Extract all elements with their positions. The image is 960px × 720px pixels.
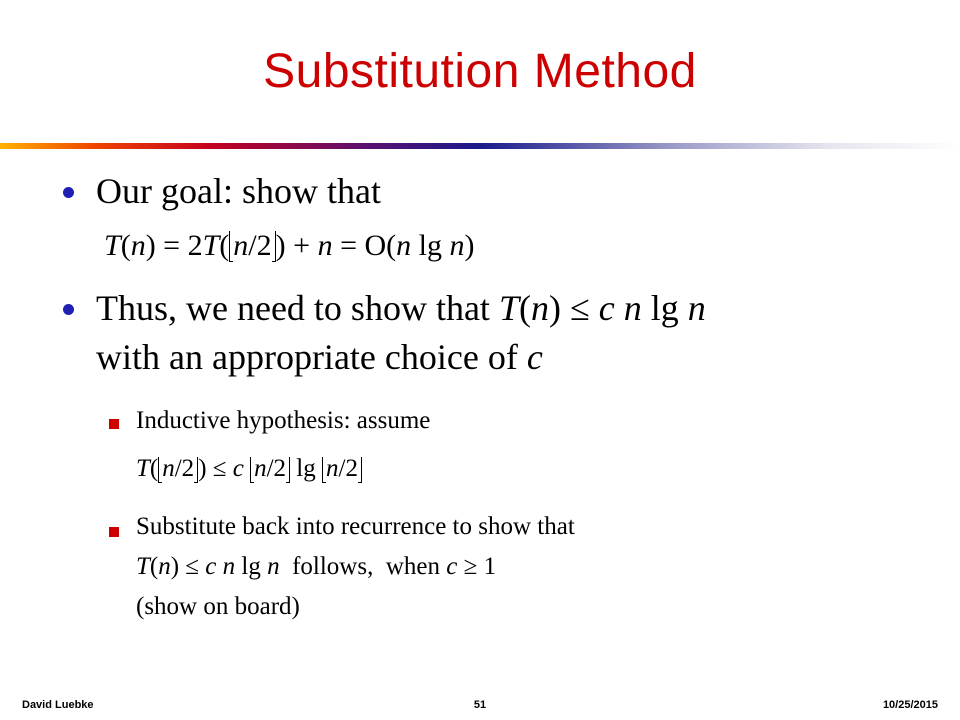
footer-page-number: 51 bbox=[473, 699, 487, 711]
hypothesis-equation: T( n/2 ) ≤ c n/2 lg n/2 bbox=[136, 455, 362, 483]
goal-equation: T(n) = 2T( n/2 ) + n = O(n lg n) bbox=[104, 229, 475, 262]
goal-text: Our goal: show that bbox=[96, 171, 381, 211]
bullet-dot bbox=[63, 187, 74, 198]
slide-title: Substitution Method bbox=[263, 45, 697, 98]
bullet-dot bbox=[63, 304, 74, 315]
substitute-line-3: (show on board) bbox=[136, 593, 300, 620]
thus-line-1: Thus, we need to show that T(n) ≤ c n lg n bbox=[96, 288, 706, 328]
thus-line-2-text: with an appropriate choice of bbox=[96, 337, 527, 377]
substitute-line-1: Substitute back into recurrence to show that bbox=[136, 513, 575, 540]
sub-bullet-square bbox=[109, 419, 119, 429]
sub-bullet-square bbox=[109, 527, 119, 537]
substitute-line-2: T(n) ≤ c n lg n follows, when c ≥ 1 bbox=[136, 553, 497, 580]
footer-date: 10/25/2015 bbox=[882, 699, 938, 711]
hypothesis-text: Inductive hypothesis: assume bbox=[136, 407, 431, 434]
thus-text: Thus, we need to show that bbox=[96, 288, 499, 328]
c-variable: c bbox=[526, 337, 543, 377]
footer-author: David Luebke bbox=[22, 699, 94, 711]
thus-line-2 bbox=[96, 336, 543, 378]
